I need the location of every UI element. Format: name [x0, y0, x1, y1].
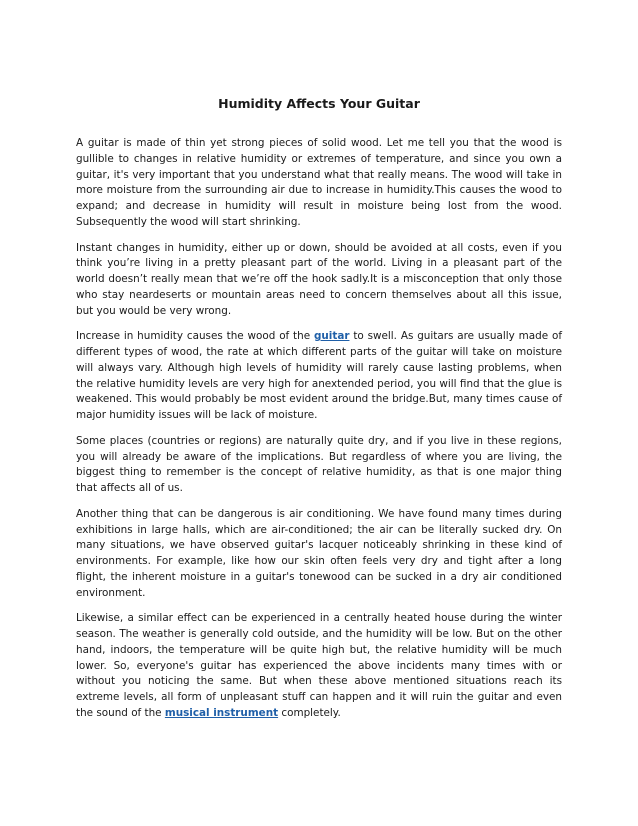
- document-title: Humidity Affects Your Guitar: [218, 96, 420, 111]
- guitar-link[interactable]: guitar: [313, 330, 350, 343]
- paragraph-6: [76, 611, 562, 721]
- paragraph-4: Some places (countries or regions) are naturally quite dry, and if you live in these regions, you will already be aware of the implications. But regardless of where you are living, the biggest thing to remember is the concept of relative humidity, as that is one major thing that affects all of us.: [76, 434, 562, 494]
- paragraph-3: [76, 329, 562, 424]
- paragraph-3-text-after: to swell. As guitars are usually made of different types of wood, the rate at which different parts of the guitar will take on moisture will always vary. Although high levels of humidity will rarely cause lasting problems, when the relative humidity levels are very high for anextended period, you will find that the glue is weakened. This would probably be most evident around the bridge.But, many times cause of major humidity issues will be lack of moisture.: [76, 330, 562, 421]
- paragraph-1: A guitar is made of thin yet strong pieces of solid wood. Let me tell you that the wood is gullible to changes in relative humidity or extremes of temperature, and since you own a guitar, it's very important that you understand what that really means. The wood will take in more moisture from the surrounding air due to increase in humidity.This causes the wood to expand; and decrease in humidity will result in moisture being lost from the wood. Subsequently the wood will start shrinking.: [76, 137, 562, 228]
- paragraph-5: Another thing that can be dangerous is air conditioning. We have found many times during exhibitions in large halls, which are air-conditioned; the air can be literally sucked dry. On many situations, we have observed guitar's lacquer noticeably shrinking in these kind of environments. For example, like how our skin often feels very dry and tight after a long flight, the inherent moisture in a guitar's tonewood can be sucked in a dry air conditioned environment.: [76, 507, 562, 599]
- paragraph-6-text-after: completely.: [278, 706, 341, 719]
- paragraph-2: Instant changes in humidity, either up or down, should be avoided at all costs, even if you think you’re living in a pretty pleasant part of the world. Living in a pleasant part of the world doesn’t really mean that we’re off the hook sadly.It is a misconception that only those who stay neardeserts or mountain areas need to concern themselves about all this issue, but you would be very wrong.: [76, 241, 562, 317]
- paragraph-6-text-before: Likewise, a similar effect can be experienced in a centrally heated house during the winter season. The weather is generally cold outside, and the humidity will be low. But on the other hand, indoors, the temperature will be quite high but, the relative humidity will be much lower. So, everyone's guitar has experienced the above incidents many times with or without you noticing the same. But when these above mentioned situations reach its extreme levels, all form of unpleasant stuff can happen and it will ruin the guitar and even the sound of the: [76, 612, 562, 719]
- document-body: [76, 136, 562, 732]
- musical-instrument-link[interactable]: musical instrument: [164, 706, 279, 719]
- paragraph-3-text-before: Increase in humidity causes the wood of the: [76, 330, 314, 343]
